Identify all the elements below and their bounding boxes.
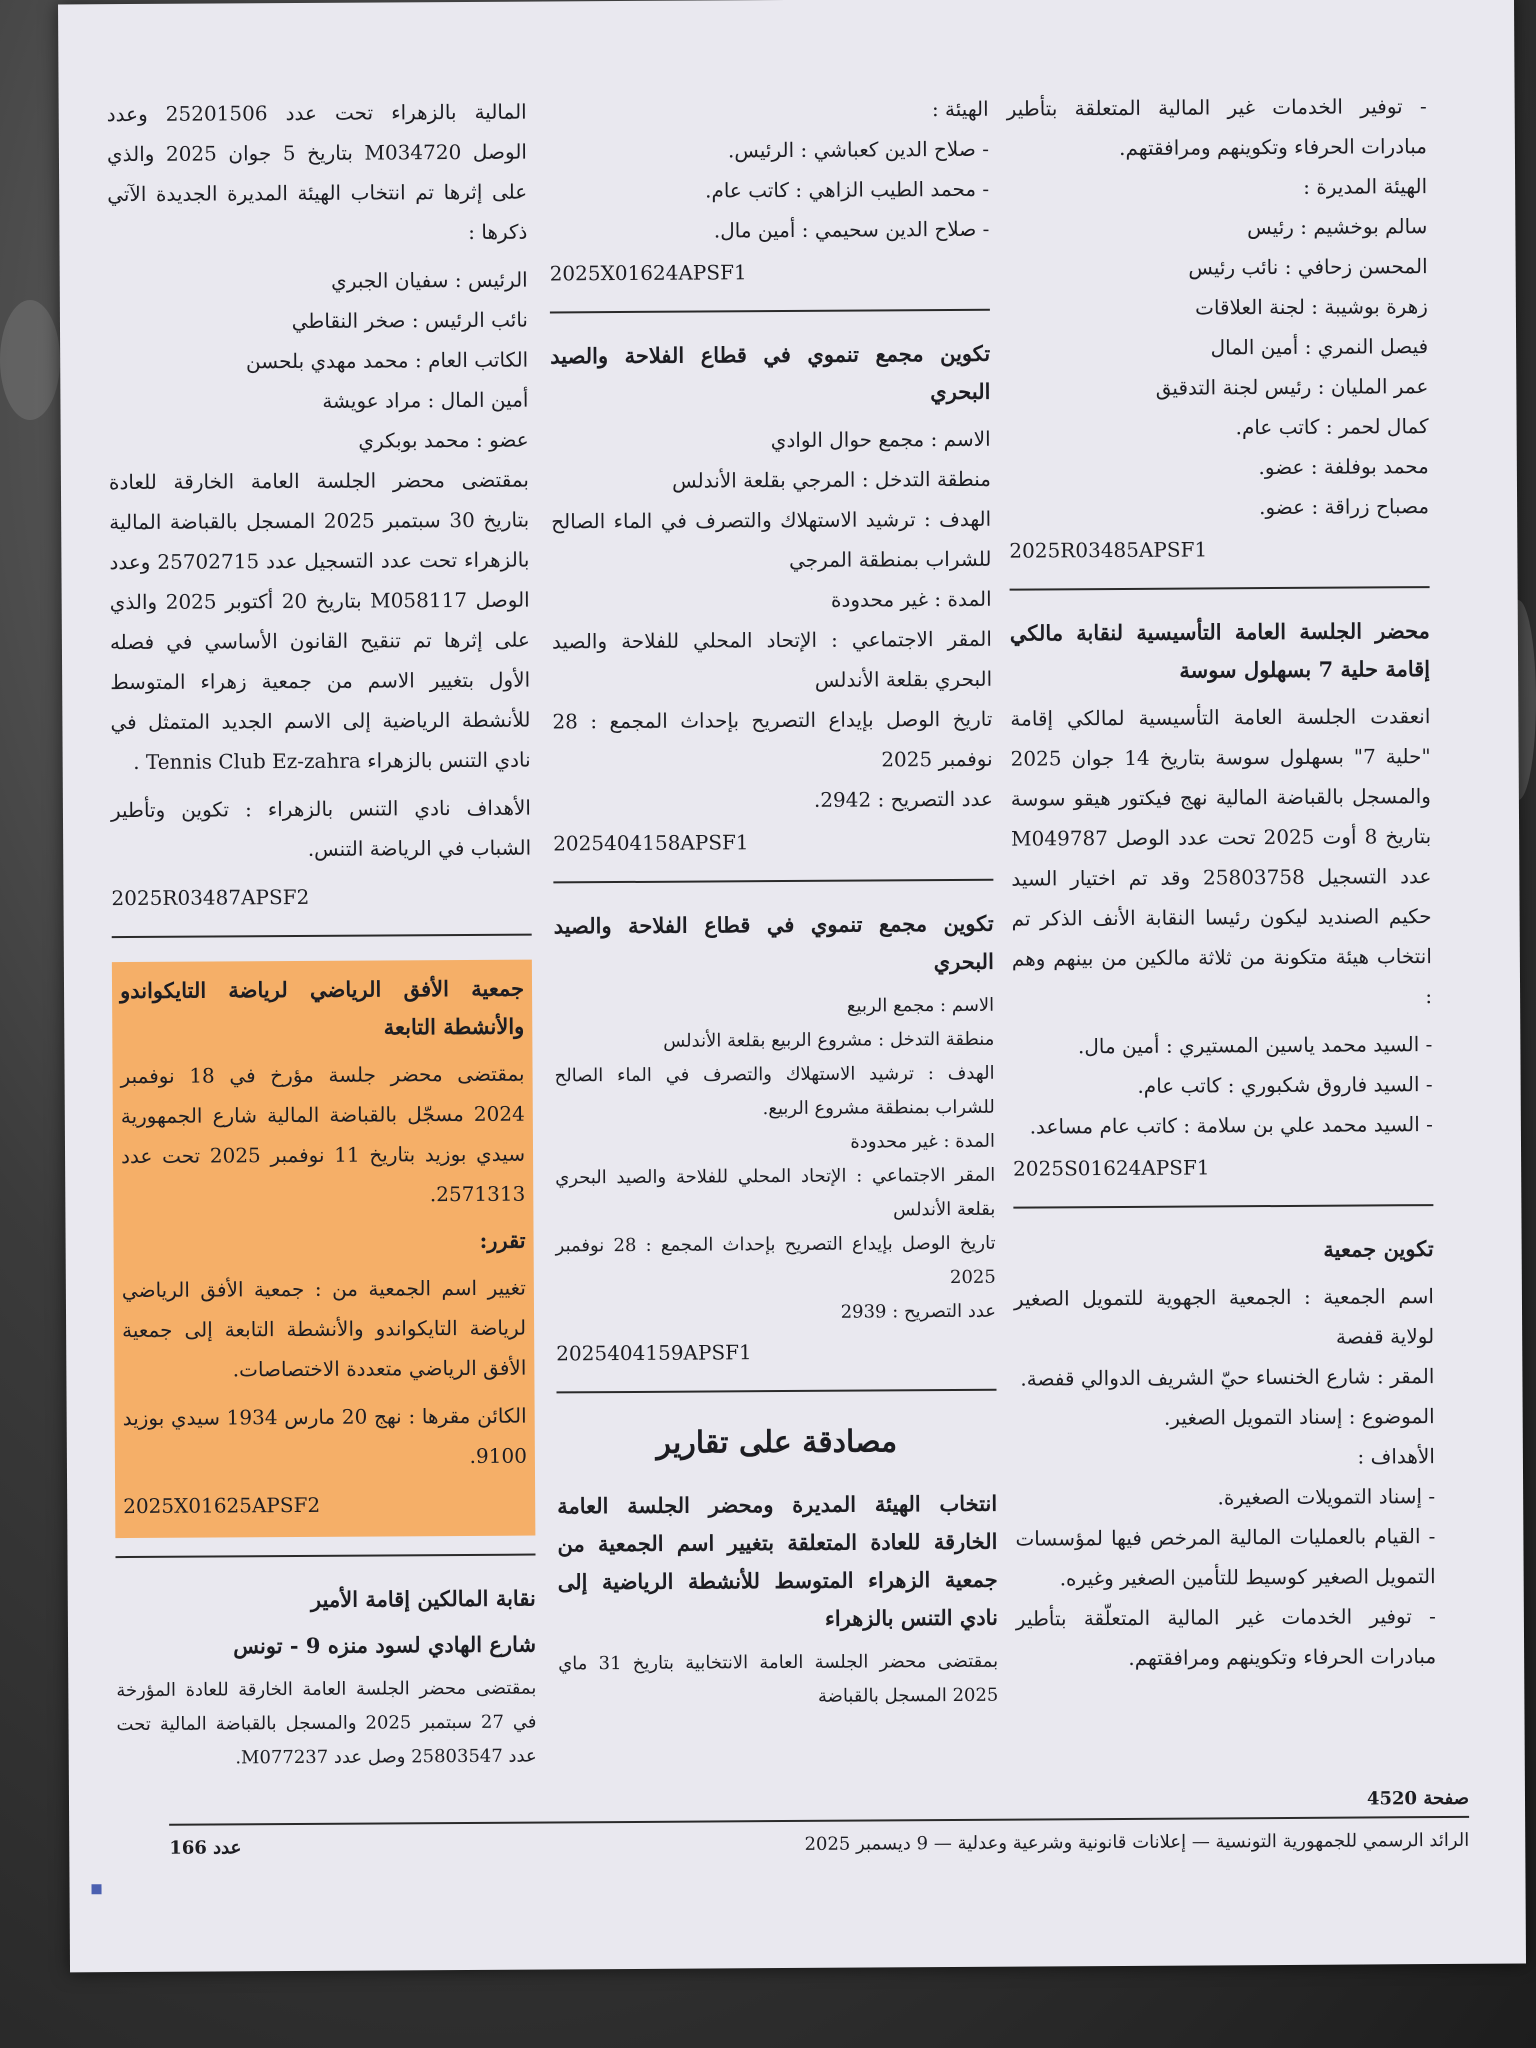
section-title: تكوين جمعية	[1323, 1236, 1434, 1262]
text-line: منطقة التدخل : المرجي بقلعة الأندلس	[672, 466, 992, 493]
text-line: عضو : محمد بوبكري	[358, 427, 529, 453]
text-line: فيصل النمري : أمين المال	[1210, 334, 1429, 360]
text-line: - محمد الطيب الزاهي : كاتب عام.	[704, 176, 990, 203]
address: الكائن مقرها : نهج 20 مارس 1934 سيدي بوزيد 9100.	[122, 1403, 527, 1468]
divider	[1013, 1204, 1433, 1209]
divider	[115, 1554, 535, 1559]
text-line: نائب الرئيس : صخر النقاطي	[291, 307, 529, 334]
text-line: المقر الاجتماعي : الإتحاد المحلي للفلاحة والصيد البحري بقلعة الأندلس	[551, 626, 993, 692]
text-line: منطقة التدخل : مشروع الربيع بقلعة الأندلس	[663, 1028, 995, 1052]
text-line: أمين المال : مراد عويشة	[322, 387, 529, 413]
section-title: جمعية الأفق الرياضي لرياضة التايكواندو والأنشطة التابعة	[119, 975, 525, 1040]
footer-divider	[169, 1816, 1469, 1826]
paragraph: انعقدت الجلسة العامة التأسيسية لمالكي إقامة "حلية 7" بسهلول سوسة بتاريخ 14 جوان 2025 والمسجل بالقباضة المالية نهج فيكتور هيقو سوسة بتاريخ 8 أوت 2025 تحت عدد الوصل M049787 عدد التسجيل 25803758 وقد تم اختيار السيد حكيم الصنديد ليكون رئيسا النقابة الأنف الذكر تم انتخاب هيئة متكونة من ثلاثة مالكين من بينهم وهم :	[1010, 704, 1433, 1009]
text-line: عدد التصريح : 2939	[840, 1300, 997, 1323]
text-line: تاريخ الوصل بإيداع التصريح بإحداث المجمع : 28 نوفمبر 2025	[555, 1232, 996, 1289]
text-line: - السيد محمد ياسين المستيري : أمين مال.	[1077, 1032, 1433, 1059]
corner-mark	[91, 1884, 101, 1894]
reference-code: 2025S01624APSF1	[1013, 1155, 1210, 1181]
paragraph: بمقتضى محضر الجلسة العامة الخارقة للعادة المؤرخة في 27 سبتمبر 2025 والمسجل بالقباضة المالية تحت عدد 25803547 وصل عدد M077237.	[116, 1677, 537, 1769]
text-line: سالم بوخشيم : رئيس	[1247, 214, 1428, 240]
footer-bottom	[169, 1830, 1469, 1859]
text-line: - السيد محمد علي بن سلامة : كاتب عام مساعد.	[1029, 1112, 1433, 1139]
section-title: نقابة المالكين إقامة الأمير	[310, 1585, 536, 1612]
text-line: الاسم : مجمع حوال الوادي	[770, 426, 991, 453]
text-line: الهيئة المديرة :	[1303, 174, 1428, 199]
text-line: الموضوع : إسناد التمويل الصغير.	[1163, 1404, 1435, 1430]
paragraph: بمقتضى محضر الجلسة العامة الخارقة للعادة بتاريخ 30 سبتمبر 2025 المسجل بالقباضة المالية بالزهراء تحت عدد التسجيل عدد 25702715 وعدد الوصل M058117 بتاريخ 20 أكتوبر 2025 والذي على إثرها تم تنقيح القانون الأساسي في فصله الأول بتغيير الاسم من جمعية زهراء المتوسط للأنشطة الرياضية إلى الاسم الجديد المتمثل في نادي التنس بالزهراء Tennis Club Ez-zahra .	[108, 467, 531, 775]
reference-code: 2025R03485APSF1	[1009, 537, 1208, 563]
reference-code: 2025X01625APSF2	[123, 1492, 321, 1519]
text-line: الأهداف :	[1357, 1444, 1435, 1469]
text-line: المقر الاجتماعي : الإتحاد المحلي للفلاحة والصيد البحري بقلعة الأندلس	[555, 1164, 996, 1221]
section-title: محضر الجلسة العامة التأسيسية لنقابة مالكي إقامة حلية 7 بسهلول سوسة	[1009, 618, 1431, 683]
text-line: المدة : غير محدودة	[850, 1130, 996, 1153]
paragraph: بمقتضى محضر جلسة مؤرخ في 18 نوفمبر 2024 مسجّل بالقباضة المالية شارع الجمهورية سيدي بوزيد بتاريخ 11 نوفمبر 2025 تحت عدد 2571313.	[120, 1061, 526, 1207]
background-texture	[0, 300, 60, 420]
paragraph: تغيير اسم الجمعية من : جمعية الأفق الرياضي لرياضة التايكواندو والأنشطة التابعة إلى جمعية الأفق الرياضي متعددة الاختصاصات.	[121, 1275, 527, 1382]
text-line: - صلاح الدين سحيمي : أمين مال.	[713, 216, 990, 243]
divider	[1010, 586, 1430, 591]
middle-column	[549, 89, 999, 1724]
issue-number: عدد 166	[169, 1837, 242, 1859]
left-column	[107, 92, 537, 1785]
right-column	[1007, 86, 1437, 1679]
text-line: - إسناد التمويلات الصغيرة.	[1217, 1484, 1436, 1510]
section-title: انتخاب الهيئة المديرة ومحضر الجلسة العامة الخارقة للعادة المتعلقة بتغيير اسم الجمعية من جمعية الزهراء المتوسط للأنشطة الرياضية إلى نادي التنس بالزهراء	[557, 1490, 998, 1631]
page-number: صفحة 4520	[1366, 1787, 1470, 1810]
journal-title: الرائد الرسمي للجمهورية التونسية — إعلانات قانونية وشرعية وعدلية — 9 ديسمبر 2025	[804, 1829, 1470, 1855]
text-line: اسم الجمعية : الجمعية الجهوية للتمويل الصغير لولاية قفصة	[1013, 1284, 1435, 1349]
text-line: تاريخ الوصل بإيداع التصريح بإحداث المجمع : 28 نوفمبر 2025	[552, 706, 993, 772]
section-title: تكوين مجمع تنموي في قطاع الفلاحة والصيد البحري	[553, 910, 994, 975]
text-line: مصباح زراقة : عضو.	[1259, 494, 1430, 520]
reference-code: 2025X01624APSF1	[549, 260, 747, 286]
text-line: كمال لحمر : كاتب عام.	[1235, 414, 1429, 440]
text-line: الهدف : ترشيد الاستهلاك والتصرف في الماء الصالح للشراب بمنطقة المرجي	[551, 506, 992, 572]
text-line: - توفير الخدمات غير المالية المتعلّقة بتأطير مبادرات الحرفاء وتكوينهم ومرافقتهم.	[1015, 1604, 1437, 1670]
text-line: - السيد فاروق شكبوري : كاتب عام.	[1137, 1072, 1433, 1098]
text-line: المدة : غير محدودة	[830, 586, 992, 612]
address: شارع الهادي لسود منزه 9 - تونس	[233, 1631, 537, 1659]
text-line: - القيام بالعمليات المالية المرخص فيها لمؤسسات التمويل الصغير كوسيط للتأمين الصغير وغيره.	[1015, 1524, 1436, 1591]
paragraph: الأهداف نادي التنس بالزهراء : تكوين وتأطير الشباب في الرياضة التنس.	[110, 795, 532, 861]
paragraph: بمقتضى محضر الجلسة العامة الانتخابية بتاريخ 31 ماي 2025 المسجل بالقباضة	[558, 1650, 999, 1707]
intro-list	[1007, 86, 1430, 529]
text-line: - توفير الخدمات غير المالية المتعلقة بتأطير مبادرات الحرفاء وتكوينهم ومرافقتهم.	[1006, 94, 1427, 160]
divider	[553, 879, 993, 884]
section-title: تكوين مجمع تنموي في قطاع الفلاحة والصيد البحري	[550, 340, 991, 405]
text-line: زهرة بوشيبة : لجنة العلاقات	[1195, 294, 1428, 320]
text-line: الهدف : ترشيد الاستهلاك والتصرف في الماء الصالح للشراب بمنطقة مشروع الربيع.	[554, 1062, 995, 1120]
text-line: الاسم : مجمع الربيع	[846, 994, 995, 1017]
divider	[550, 309, 990, 314]
reference-code: 2025404159APSF1	[556, 1340, 752, 1366]
reference-code: 2025404158APSF1	[553, 830, 749, 856]
reference-code: 2025R03487APSF2	[111, 884, 310, 911]
paragraph: المالية بالزهراء تحت عدد 25201506 وعدد الوصل M034720 بتاريخ 5 جوان 2025 والذي على إثرها تم انتخاب الهيئة المديرة الجديدة الآتي ذكرها :	[106, 99, 528, 244]
decision-label: تقرر:	[479, 1227, 526, 1253]
text-line: عمر المليان : رئيس لجنة التدقيق	[1155, 374, 1429, 400]
divider	[556, 1389, 996, 1394]
footer-top	[169, 1788, 1469, 1817]
section-heading: مصادقة على تقارير	[656, 1424, 898, 1461]
divider	[112, 934, 532, 939]
text-line: المقر : شارع الخنساء حيّ الشريف الدوالي قفصة.	[1020, 1364, 1435, 1391]
text-line: الكاتب العام : محمد مهدي بلحسن	[245, 347, 529, 374]
text-line: الرئيس : سفيان الجبري	[331, 267, 528, 293]
text-line: الهيئة :	[931, 96, 989, 122]
text-line: عدد التصريح : 2942.	[813, 786, 993, 812]
highlighted-notice	[112, 960, 536, 1539]
text-line: محمد بوفلفة : عضو.	[1258, 454, 1429, 480]
gazette-page	[58, 0, 1526, 1972]
text-line: - صلاح الدين كعباشي : الرئيس.	[727, 136, 989, 163]
text-line: المحسن زحافي : نائب رئيس	[1188, 254, 1428, 280]
